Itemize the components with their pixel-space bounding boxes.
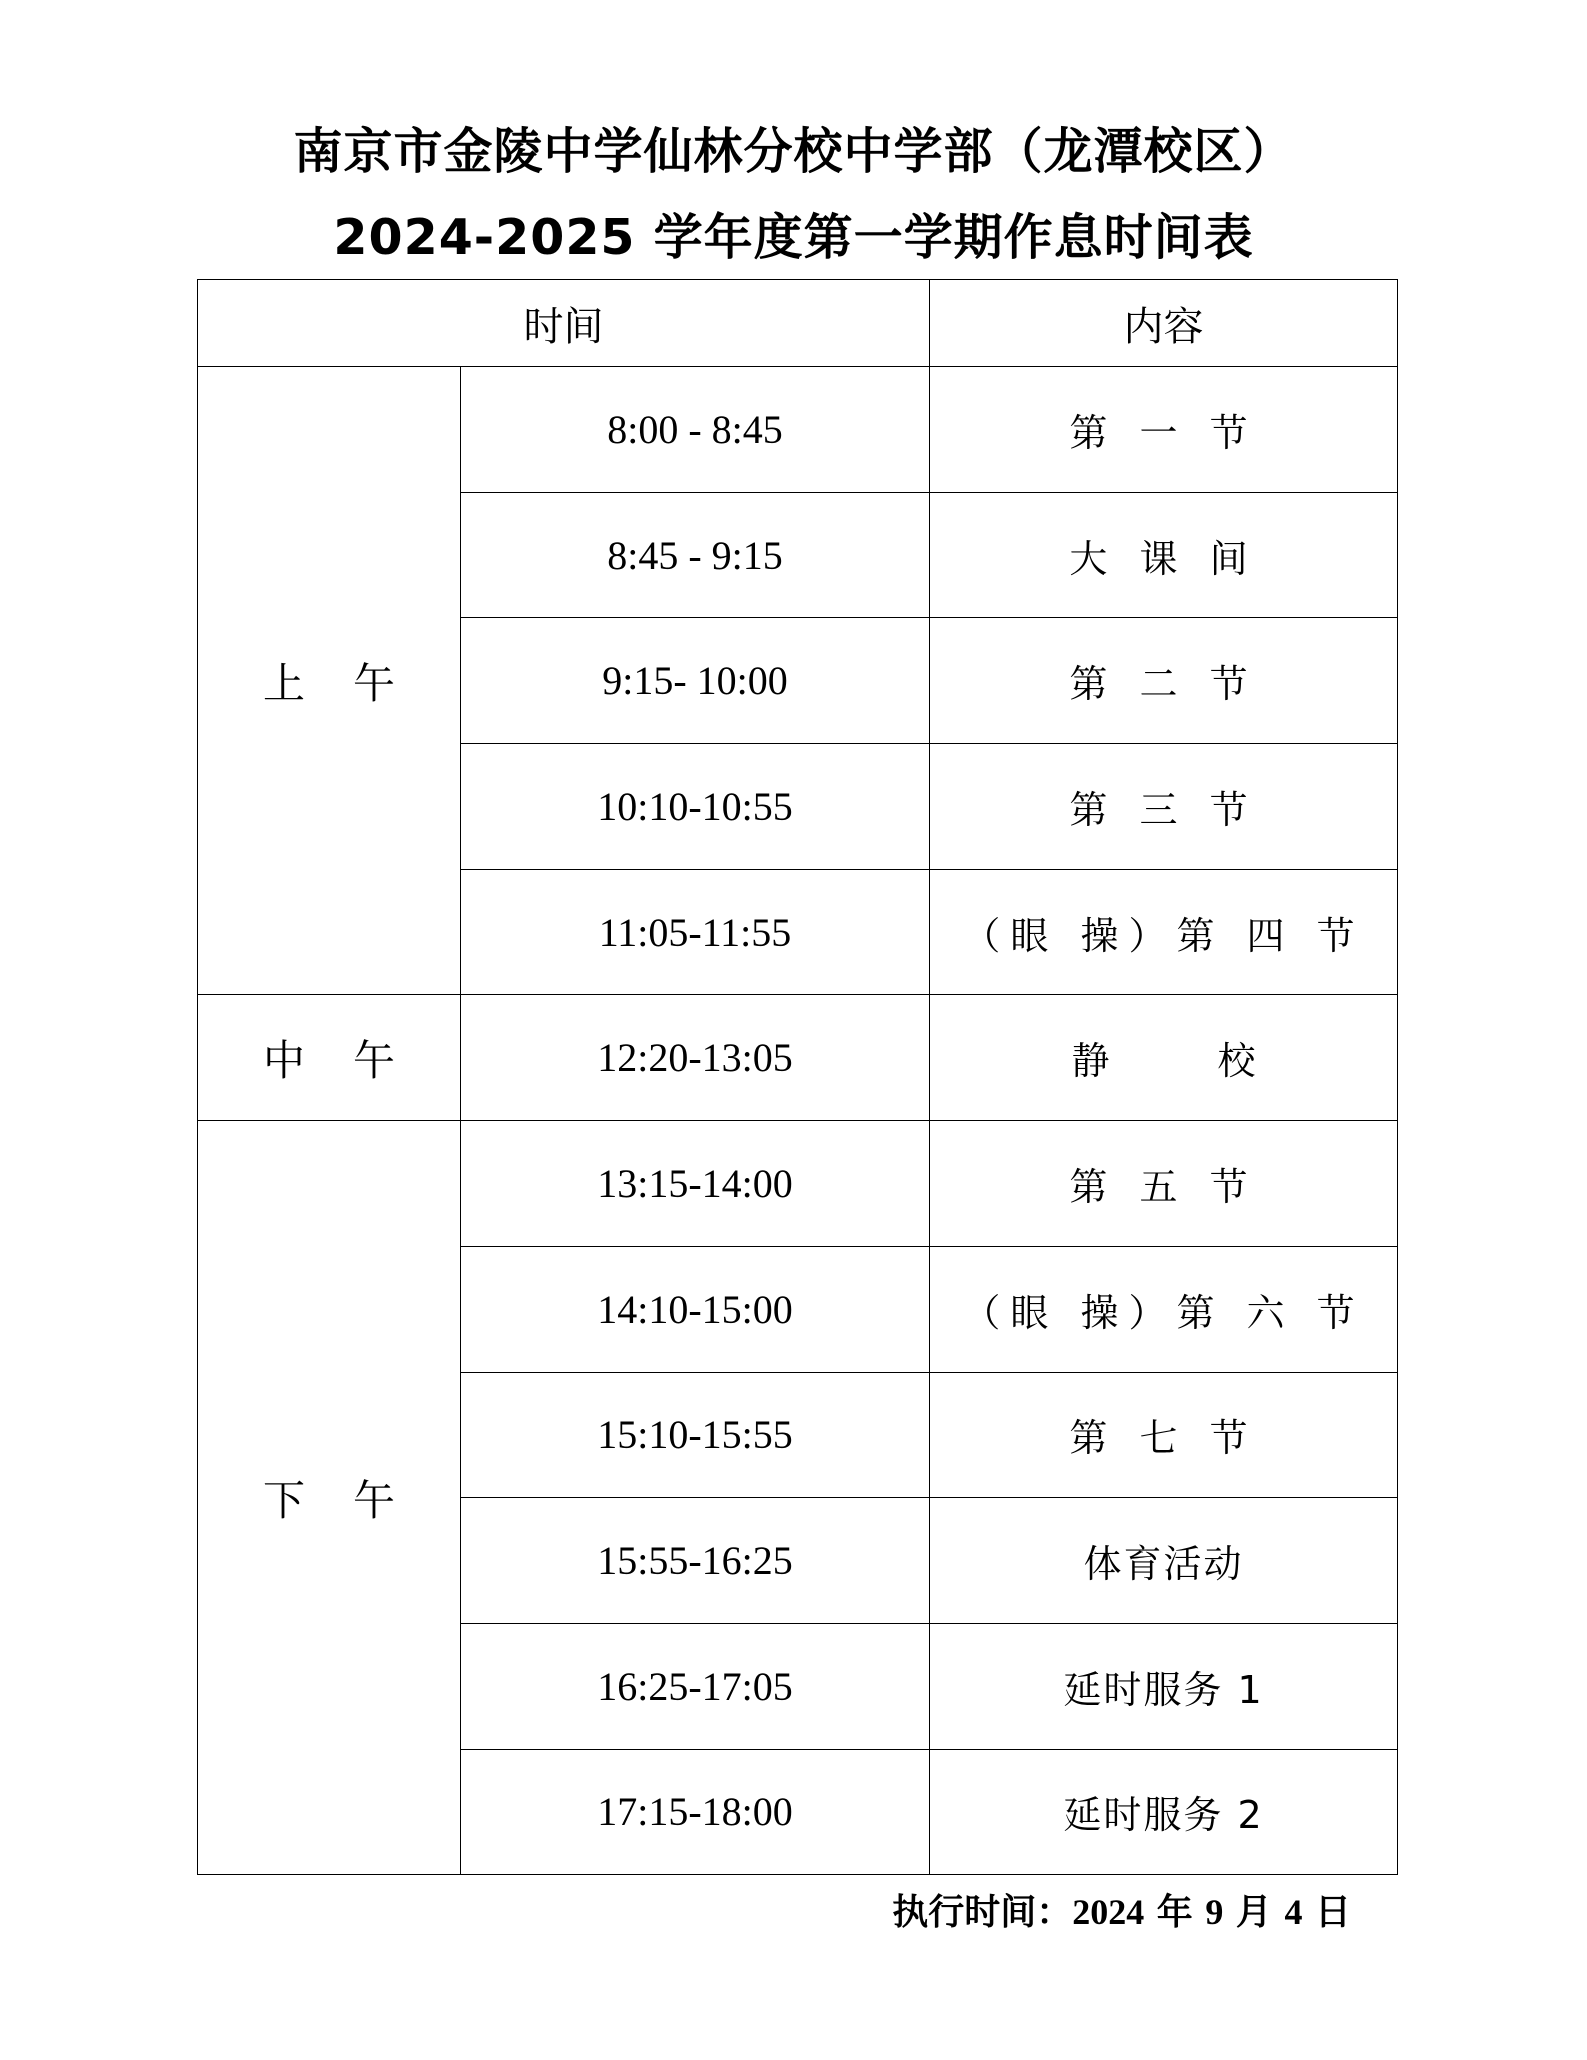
content-cell: 第 七 节 xyxy=(930,1372,1398,1498)
time-cell: 9:15- 10:00 xyxy=(461,618,930,744)
time-cell: 15:10-15:55 xyxy=(461,1372,930,1498)
effective-date xyxy=(892,1888,1351,1937)
period-noon: 中午 xyxy=(198,995,461,1121)
time-cell: 15:55-16:25 xyxy=(461,1498,930,1624)
period-afternoon: 下午 xyxy=(198,1121,461,1875)
content-cell: 静 校 xyxy=(930,995,1398,1121)
content-cell: 第 三 节 xyxy=(930,744,1398,870)
content-cell: （眼 操）第 四 节 xyxy=(930,869,1398,995)
page-subtitle: 2024-2025 学年度第一学期作息时间表 xyxy=(333,209,1254,266)
period-morning: 上午 xyxy=(198,367,461,995)
content-cell: 体育活动 xyxy=(930,1498,1398,1624)
header-time: 时间 xyxy=(198,280,930,367)
time-cell: 13:15-14:00 xyxy=(461,1121,930,1247)
time-cell: 11:05-11:55 xyxy=(461,869,930,995)
effective-month: 9 xyxy=(1205,1892,1224,1932)
time-cell: 8:00 - 8:45 xyxy=(461,367,930,493)
effective-day: 4 xyxy=(1284,1892,1303,1932)
header-content: 内容 xyxy=(930,280,1398,367)
time-cell: 14:10-15:00 xyxy=(461,1246,930,1372)
time-cell: 17:15-18:00 xyxy=(461,1749,930,1875)
content-cell: （眼 操）第 六 节 xyxy=(930,1246,1398,1372)
table-row xyxy=(198,367,1398,493)
content-cell: 第 一 节 xyxy=(930,367,1398,493)
table-row xyxy=(198,995,1398,1121)
year-unit: 年 xyxy=(1156,1892,1193,1933)
schedule-table xyxy=(197,279,1398,1875)
effective-year: 2024 xyxy=(1072,1892,1145,1932)
time-cell: 8:45 - 9:15 xyxy=(461,492,930,618)
content-cell: 大 课 间 xyxy=(930,492,1398,618)
content-cell: 第 五 节 xyxy=(930,1121,1398,1247)
table-header-row xyxy=(198,280,1398,367)
time-cell: 10:10-10:55 xyxy=(461,744,930,870)
content-cell: 延时服务 2 xyxy=(930,1749,1398,1875)
content-cell: 延时服务 1 xyxy=(930,1623,1398,1749)
effective-date-label: 执行时间： xyxy=(892,1892,1073,1933)
page-title: 南京市金陵中学仙林分校中学部（龙潭校区） xyxy=(293,123,1294,180)
time-cell: 16:25-17:05 xyxy=(461,1623,930,1749)
table-row xyxy=(198,1121,1398,1247)
month-unit: 月 xyxy=(1235,1892,1272,1933)
content-cell: 第 二 节 xyxy=(930,618,1398,744)
day-unit: 日 xyxy=(1314,1892,1351,1933)
time-cell: 12:20-13:05 xyxy=(461,995,930,1121)
